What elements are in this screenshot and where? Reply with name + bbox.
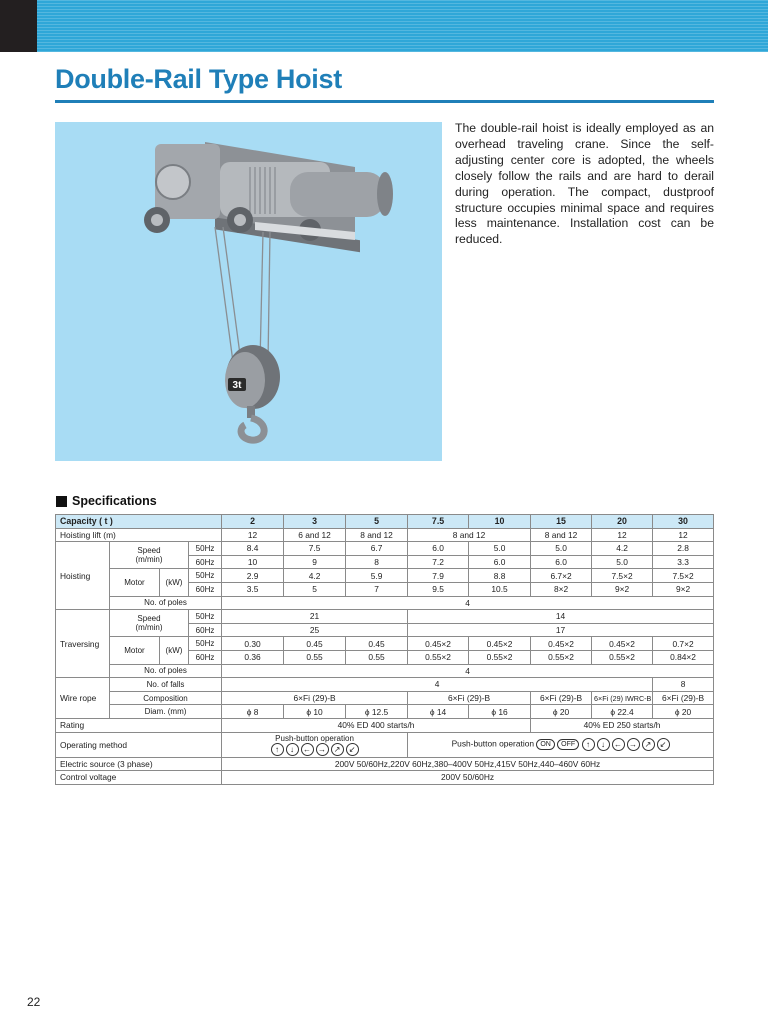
table-row-operating xyxy=(56,732,714,757)
capacity-cell: 7.5 xyxy=(408,515,469,529)
table-cell: 5.0 xyxy=(592,555,653,569)
specifications-heading xyxy=(56,494,157,508)
arrow-up-icon: ↑ xyxy=(582,738,595,751)
motor-label: Motor xyxy=(110,637,160,664)
table-cell: 6×Fi (29)-B xyxy=(222,691,408,705)
table-cell: 8 and 12 xyxy=(346,528,408,542)
table-cell: 0.55×2 xyxy=(408,650,469,664)
table-row-capacity xyxy=(56,515,714,529)
rating-label: Rating xyxy=(56,718,222,732)
page-title: Double-Rail Type Hoist xyxy=(55,64,342,94)
table-cell: 9×2 xyxy=(592,582,653,596)
table-row-control xyxy=(56,771,714,785)
table-cell: 0.7×2 xyxy=(653,637,714,651)
table-cell: 0.36 xyxy=(222,650,284,664)
speed-label-text: Speed xyxy=(137,614,161,624)
table-cell: 12 xyxy=(653,528,714,542)
motor-unit: (kW) xyxy=(160,637,189,664)
table-cell: 0.55×2 xyxy=(531,650,592,664)
table-row xyxy=(56,610,714,624)
table-cell: 5.0 xyxy=(531,542,592,556)
hz-label: 50Hz xyxy=(189,610,222,624)
button-symbols xyxy=(582,738,670,751)
table-cell: 4.2 xyxy=(284,569,346,583)
table-cell: 6.0 xyxy=(531,555,592,569)
table-cell: 6 and 12 xyxy=(284,528,346,542)
specifications-heading-label: Specifications xyxy=(72,494,157,508)
arrow-downleft-icon: ↙ xyxy=(657,738,670,751)
table-cell: 4 xyxy=(222,664,714,678)
capacity-label: Capacity ( t ) xyxy=(56,515,222,529)
table-cell: 8×2 xyxy=(531,582,592,596)
product-description: The double-rail hoist is ideally employed as an overhead traveling crane. Since the self-adjusting center core is adopted, the wheels closely follow the rails and are hard to derail during operation. The compact, dustproof structure occupies minimal space and requires less maintenance. Installation cost can be reduced. xyxy=(455,121,714,247)
table-cell: 12 xyxy=(222,528,284,542)
table-cell: 200V 50/60Hz xyxy=(222,771,714,785)
table-cell: 8.8 xyxy=(469,569,531,583)
table-cell: 5 xyxy=(284,582,346,596)
table-cell: ϕ 12.5 xyxy=(346,705,408,719)
table-cell: 3.5 xyxy=(222,582,284,596)
speed-label-text: Speed xyxy=(137,546,161,556)
capacity-cell: 5 xyxy=(346,515,408,529)
table-cell: 6.7×2 xyxy=(531,569,592,583)
table-cell: 9×2 xyxy=(653,582,714,596)
table-cell: 6.0 xyxy=(469,555,531,569)
composition-label: Composition xyxy=(110,691,222,705)
off-button-symbol: OFF xyxy=(557,739,579,750)
speed-label xyxy=(110,542,189,569)
section-tab xyxy=(0,0,37,52)
arrow-right-icon: → xyxy=(316,743,329,756)
table-cell: 0.45×2 xyxy=(592,637,653,651)
table-cell: 14 xyxy=(408,610,714,624)
table-cell: 8 xyxy=(346,555,408,569)
table-cell: 0.84×2 xyxy=(653,650,714,664)
arrow-upright-icon: ↗ xyxy=(642,738,655,751)
table-row-rating xyxy=(56,718,714,732)
arrow-down-icon: ↓ xyxy=(597,738,610,751)
table-cell: 25 xyxy=(222,623,408,637)
table-cell: 6×Fi (29)-B xyxy=(408,691,531,705)
table-row xyxy=(56,678,714,692)
table-cell: 3.3 xyxy=(653,555,714,569)
table-cell: 0.45×2 xyxy=(469,637,531,651)
capacity-cell: 10 xyxy=(469,515,531,529)
operating-label: Operating method xyxy=(56,732,222,757)
table-cell: 7 xyxy=(346,582,408,596)
header-band xyxy=(0,0,768,52)
table-cell: ϕ 20 xyxy=(653,705,714,719)
table-cell: 40% ED 250 starts/h xyxy=(531,718,714,732)
hoist-photo xyxy=(55,122,442,461)
table-cell: 0.55×2 xyxy=(469,650,531,664)
table-cell: 9.5 xyxy=(408,582,469,596)
operating-cell-standard xyxy=(222,732,408,757)
table-cell: 5.0 xyxy=(469,542,531,556)
arrow-upright-icon: ↗ xyxy=(331,743,344,756)
hz-label: 60Hz xyxy=(189,582,222,596)
hoisting-lift-label: Hoisting lift (m) xyxy=(56,528,222,542)
table-row-electric xyxy=(56,757,714,771)
table-cell: 6.7 xyxy=(346,542,408,556)
table-cell: 8 xyxy=(653,678,714,692)
table-cell: ϕ 20 xyxy=(531,705,592,719)
capacity-plate: 3t xyxy=(232,380,242,391)
table-cell: ϕ 22.4 xyxy=(592,705,653,719)
table-cell: ϕ 8 xyxy=(222,705,284,719)
table-cell: 6.0 xyxy=(408,542,469,556)
hz-label: 60Hz xyxy=(189,555,222,569)
table-cell: 4 xyxy=(222,678,653,692)
hz-label: 50Hz xyxy=(189,542,222,556)
poles-label: No. of poles xyxy=(110,664,222,678)
push-button-caption: Push-button operation xyxy=(451,738,535,749)
table-cell: ϕ 10 xyxy=(284,705,346,719)
capacity-cell: 15 xyxy=(531,515,592,529)
table-cell: ϕ 14 xyxy=(408,705,469,719)
table-row xyxy=(56,542,714,556)
motor-unit: (kW) xyxy=(160,569,189,596)
hoisting-label: Hoisting xyxy=(56,542,110,610)
arrow-downleft-icon: ↙ xyxy=(346,743,359,756)
arrow-left-icon: ← xyxy=(612,738,625,751)
push-button-caption: Push-button operation xyxy=(275,733,354,743)
arrow-up-icon: ↑ xyxy=(271,743,284,756)
table-cell: 7.5×2 xyxy=(653,569,714,583)
table-row xyxy=(56,637,714,651)
capacity-cell: 3 xyxy=(284,515,346,529)
table-row xyxy=(56,569,714,583)
hoist-illustration xyxy=(55,122,442,461)
table-cell: 10 xyxy=(222,555,284,569)
table-cell: 0.55 xyxy=(284,650,346,664)
table-cell: 2.8 xyxy=(653,542,714,556)
specifications-table xyxy=(55,514,714,785)
table-cell: 4.2 xyxy=(592,542,653,556)
control-label: Control voltage xyxy=(56,771,222,785)
table-cell: 2.9 xyxy=(222,569,284,583)
speed-label xyxy=(110,610,189,637)
table-cell: 8 and 12 xyxy=(531,528,592,542)
motor-label: Motor xyxy=(110,569,160,596)
diameter-label: Diam. (mm) xyxy=(110,705,222,719)
table-cell: 0.55 xyxy=(346,650,408,664)
table-cell: 21 xyxy=(222,610,408,624)
capacity-cell: 2 xyxy=(222,515,284,529)
table-cell: 40% ED 400 starts/h xyxy=(222,718,531,732)
operating-cell-large xyxy=(408,732,714,757)
table-cell: 12 xyxy=(592,528,653,542)
table-cell: 10.5 xyxy=(469,582,531,596)
capacity-cell: 20 xyxy=(592,515,653,529)
falls-label: No. of falls xyxy=(110,678,222,692)
table-cell: 0.45 xyxy=(284,637,346,651)
page-number: 22 xyxy=(27,995,41,1009)
table-cell: 9 xyxy=(284,555,346,569)
table-cell: 7.5 xyxy=(284,542,346,556)
wire-rope-label: Wire rope xyxy=(56,678,110,719)
table-cell: 7.9 xyxy=(408,569,469,583)
table-cell: 0.45 xyxy=(346,637,408,651)
capacity-cell: 30 xyxy=(653,515,714,529)
table-cell: 7.2 xyxy=(408,555,469,569)
table-cell: ϕ 16 xyxy=(469,705,531,719)
table-row xyxy=(56,596,714,610)
speed-unit-text: (m/min) xyxy=(135,623,163,633)
table-cell: 200V 50/60Hz,220V 60Hz,380–400V 50Hz,415V 50Hz,440–460V 60Hz xyxy=(222,757,714,771)
square-bullet-icon xyxy=(56,496,67,507)
button-symbols xyxy=(271,743,359,756)
table-cell: 6×Fi (29)-B xyxy=(531,691,592,705)
arrow-down-icon: ↓ xyxy=(286,743,299,756)
poles-label: No. of poles xyxy=(110,596,222,610)
title-rule xyxy=(55,100,714,103)
hz-label: 60Hz xyxy=(189,623,222,637)
table-cell: 4 xyxy=(222,596,714,610)
table-cell: 8.4 xyxy=(222,542,284,556)
table-cell: 6×Fi (29)-B xyxy=(653,691,714,705)
table-cell: 0.30 xyxy=(222,637,284,651)
table-row xyxy=(56,664,714,678)
traversing-label: Traversing xyxy=(56,610,110,678)
table-cell: 6×Fi (29) IWRC-B xyxy=(592,691,653,705)
table-cell: 5.9 xyxy=(346,569,408,583)
table-cell: 8 and 12 xyxy=(408,528,531,542)
arrow-right-icon: → xyxy=(627,738,640,751)
speed-unit-text: (m/min) xyxy=(135,555,163,565)
table-row xyxy=(56,691,714,705)
table-cell: 17 xyxy=(408,623,714,637)
table-row-hoisting-lift xyxy=(56,528,714,542)
hz-label: 50Hz xyxy=(189,637,222,651)
table-cell: 0.45×2 xyxy=(531,637,592,651)
table-cell: 0.45×2 xyxy=(408,637,469,651)
arrow-left-icon: ← xyxy=(301,743,314,756)
hz-label: 60Hz xyxy=(189,650,222,664)
on-button-symbol: ON xyxy=(536,739,555,750)
table-row xyxy=(56,705,714,719)
hz-label: 50Hz xyxy=(189,569,222,583)
electric-label: Electric source (3 phase) xyxy=(56,757,222,771)
table-cell: 0.55×2 xyxy=(592,650,653,664)
table-cell: 7.5×2 xyxy=(592,569,653,583)
